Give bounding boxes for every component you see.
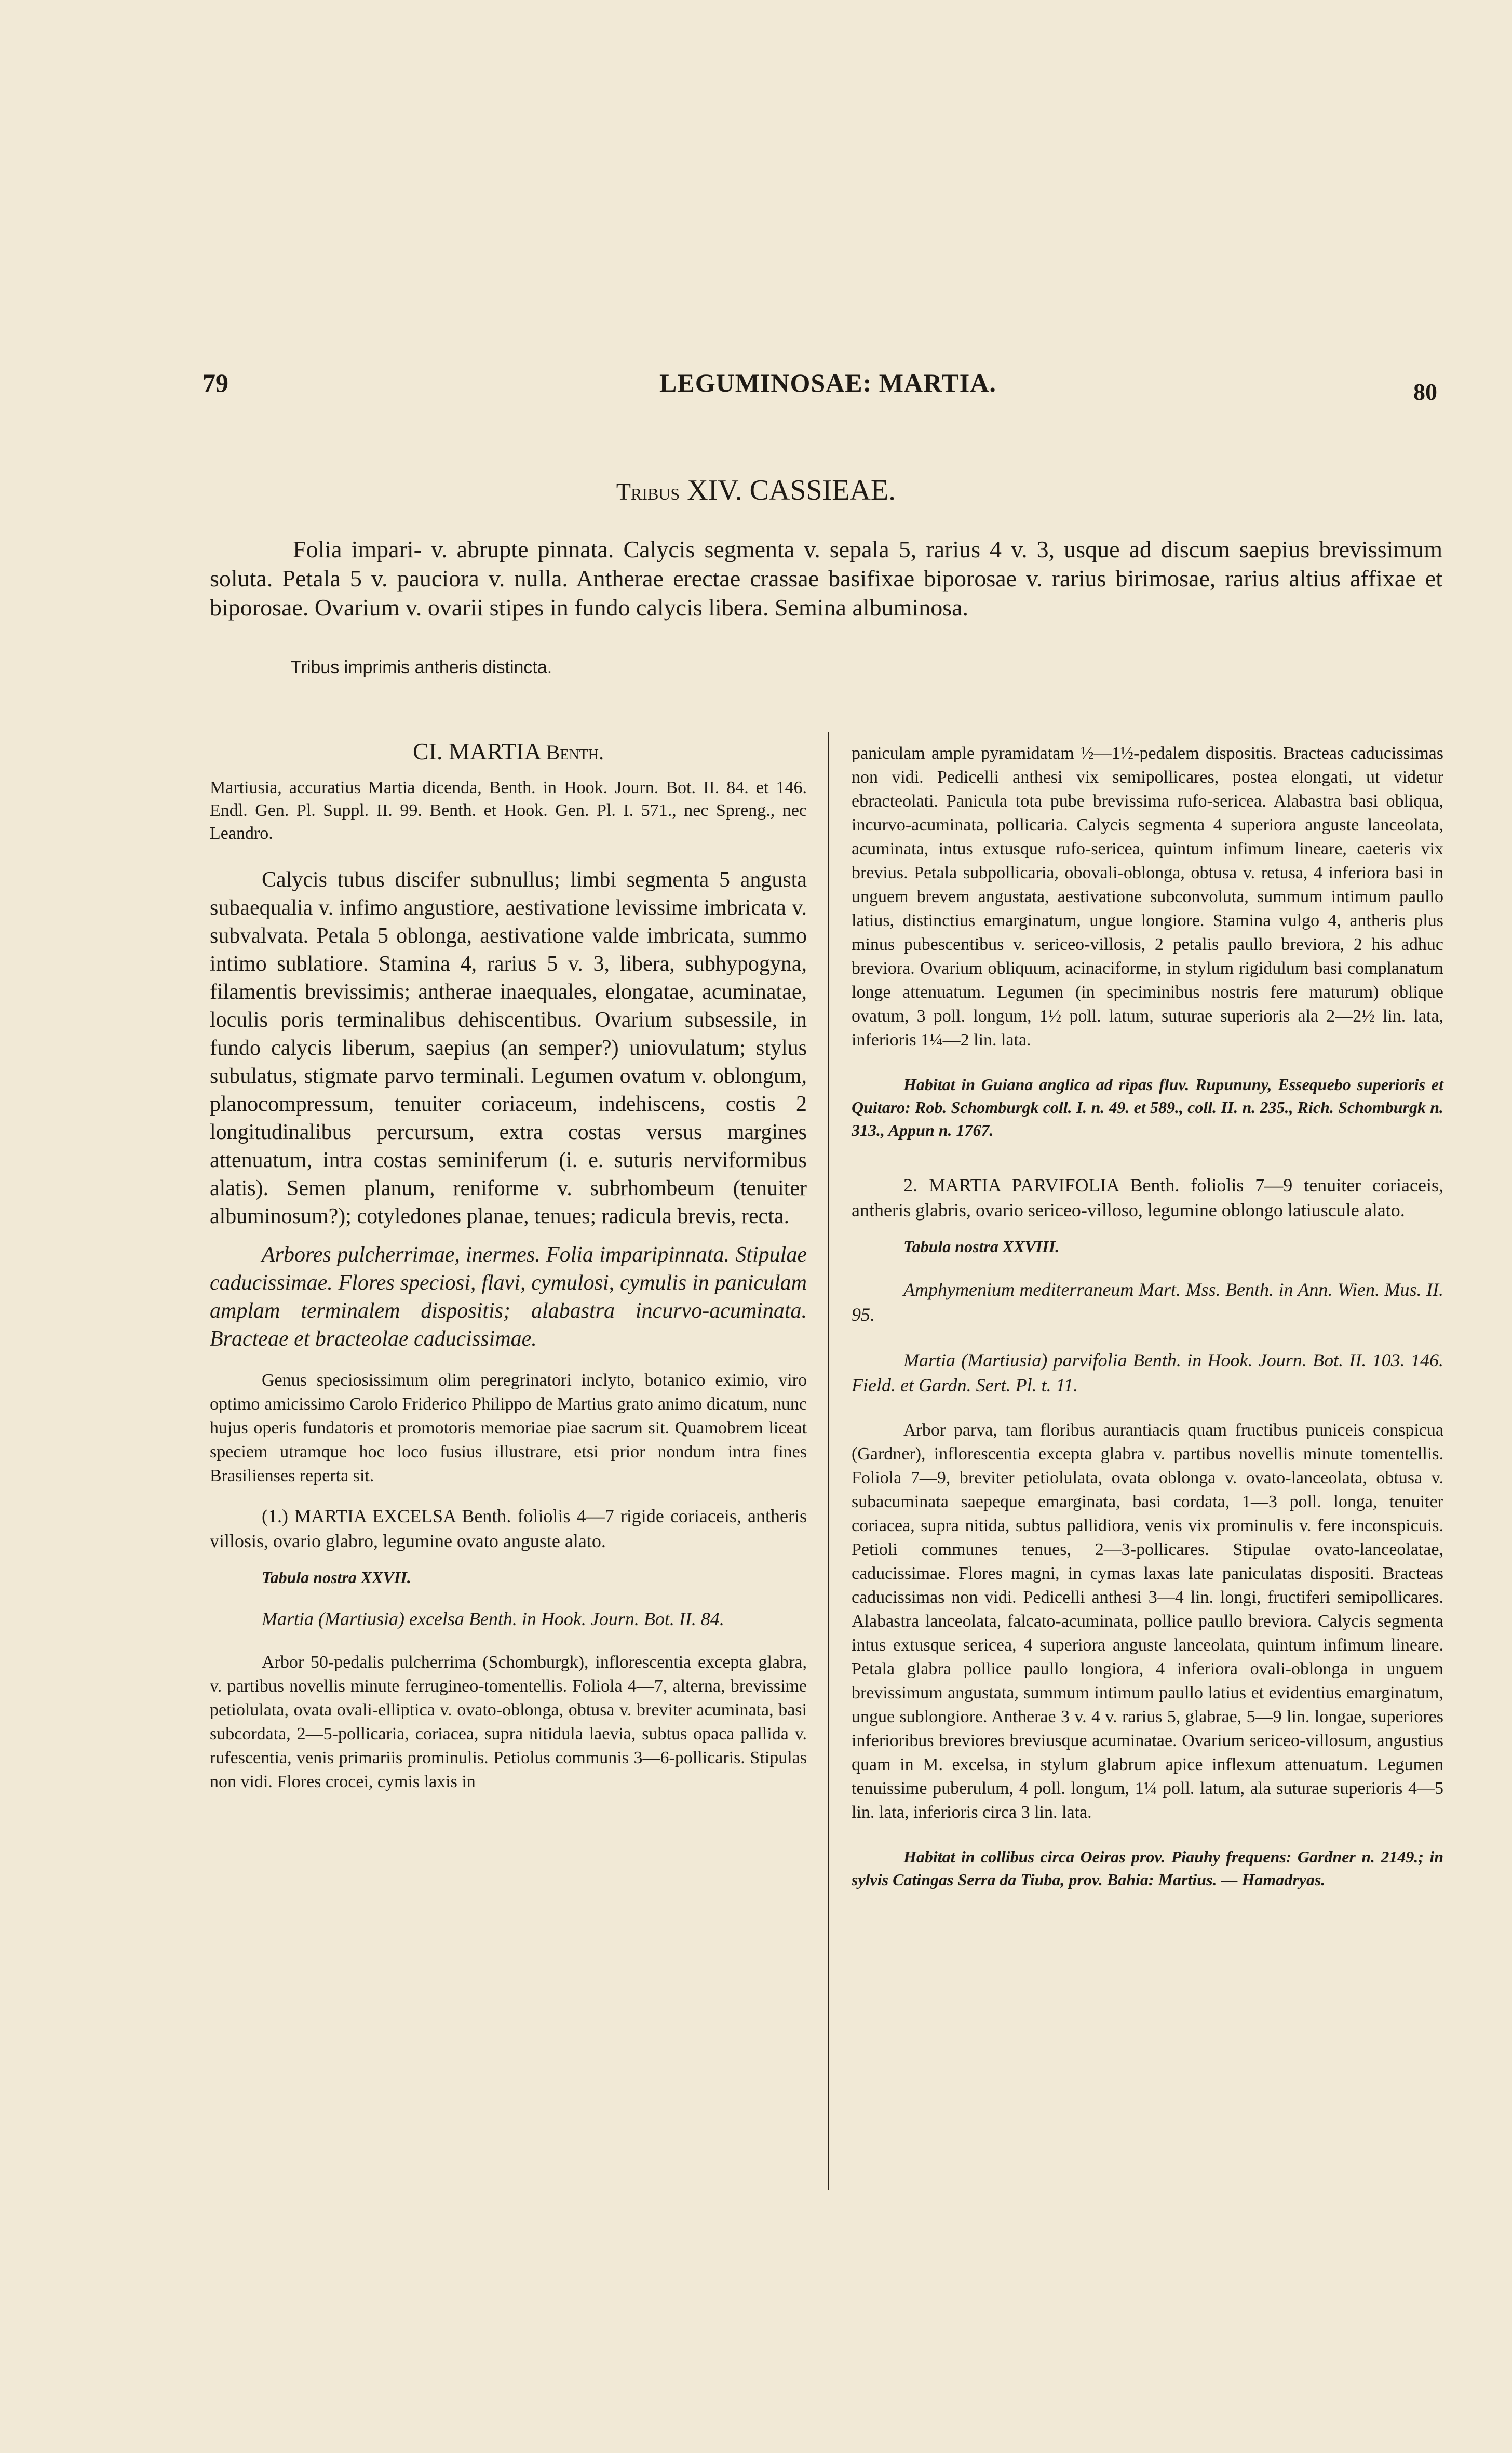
species1-plate: Tabula nostra XXVII. bbox=[262, 1568, 411, 1587]
species2-habitat: Habitat in collibus circa Oeiras prov. Piauhy frequens: Gardner n. 2149.; in sylvis Catingas Serra da Tiuba, prov. Bahia: Martius. — Hamadryas. bbox=[852, 1847, 1443, 1889]
tribus-description-text: Folia impari- v. abrupte pinnata. Calycis segmenta v. sepala 5, rarius 4 v. 3, usque ad discum saepius brevissimum soluta. Petala 5 v. pauciora v. nulla. Antherae erectae crassae basifixae biporosae v. rarius birimosae, rarius altius affixae et biporosae. Ovarium v. ovarii stipes in fundo calycis libera. Semina albuminosa. bbox=[210, 536, 1442, 621]
left-column bbox=[210, 738, 807, 1808]
species1-citation: Martia (Martiusia) excelsa Benth. in Hook. Journ. Bot. II. 84. bbox=[262, 1608, 724, 1629]
species1-heading: (1.) MARTIA EXCELSA Benth. foliolis 4—7 rigide coriaceis, antheris villosis, ovario glabro, legumine ovato anguste alato. bbox=[210, 1506, 807, 1551]
page-number-left: 79 bbox=[203, 368, 228, 397]
page-number-right: 80 bbox=[1413, 379, 1437, 405]
genus-heading bbox=[210, 738, 807, 765]
tribus-description bbox=[210, 535, 1442, 622]
species2-synonym-1: Amphymenium mediterraneum Mart. Mss. Benth. in Ann. Wien. Mus. II. 95. bbox=[852, 1279, 1443, 1325]
species2-heading: 2. MARTIA PARVIFOLIA Benth. foliolis 7—9 tenuiter coriaceis, antheris glabris, ovario sericeo-villoso, legumine oblongo latiuscule alato. bbox=[852, 1175, 1443, 1221]
tribus-note: Tribus imprimis antheris distincta. bbox=[291, 658, 552, 677]
column-rule bbox=[828, 732, 829, 2190]
species2-description: Arbor parva, tam floribus aurantiacis quam fructibus puniceis conspicua (Gardner), inflorescentia excepta glabra v. partibus novellis minute tomentellis. Foliola 7—9, breviter petiolulata, ovata oblonga v. ovato-lanceolata, obtusa v. subacuminata saepeque emarginata, basi cordata, 1—3 poll. longa, tenuiter coriacea, supra nitida, subtus pallidiora, venis vix prominulis v. fere inconspicuis. Petioli communes tenues, 2—3-pollicares. Stipulae ovato-lanceolatae, caducissimae. Flores magni, in cymas laxas late paniculatas dispositi. Bracteas caducissimas non vidi. Pedicelli anthesi 3—4 lin. longi, fructiferi semipollicares. Alabastra lanceolata, falcato-acuminata, pollice paullo breviora. Calycis segmenta intus extusque sericea, 4 superiora anguste lanceolata, quintum infimum lineare. Petala glabra pollice paullo longiora, 4 inferiora ovali-oblonga in unguem brevissimum angustata, summum intimum paullo latius et evidentius emarginatum, ungue sublongiore. Antherae 3 v. 4 v. rarius 5, glabrae, 5—9 lin. longae, superiores inferioribus breviores breviusque acuminatae. Ovarium sericeo-villosum, angustius quam in M. excelsa, in stylum glabrum apice inflexum attenuatum. Legumen tenuissime puberulum, 4 poll. longum, 1¼ poll. latum, ala suturae superioris 4—5 lin. lata, inferioris circa 3 lin. lata. bbox=[852, 1420, 1443, 1822]
tribus-prefix: Tribus bbox=[616, 478, 680, 505]
genus-habit: Arbores pulcherrimae, inermes. Folia imparipinnata. Stipulae caducissimae. Flores speciosi, flavi, cymulosi, cymulis in paniculam amplam terminalem dispositis; alabastra incurvo-acuminata. Bracteae et bracteolae caducissimae. bbox=[210, 1243, 807, 1351]
tribus-title: XIV. CASSIEAE. bbox=[687, 474, 896, 506]
species1-description-cont: paniculam ample pyramidatam ½—1½-pedalem dispositis. Bracteas caducissimas non vidi. Pedicelli anthesi vix semipollicares, postea elongati, ut videtur ebracteolati. Panicula tota pube brevissima rufo-sericea. Alabastra basi obliqua, incurvo-acuminata, pollicaria. Calycis segmenta 4 superiora anguste lanceolata, acuminata, intus extusque rufo-sericea, quintum infimum lineare, caeteris vix brevius. Petala subpollicaria, obovali-oblonga, obtusa v. retusa, 4 inferiora basi in unguem brevem angustata, aestivatione subconvoluta, summum intimum paullo latius, distinctius emarginatum, unguе longiore. Stamina vulgo 4, antheris plus minus pubescentibus v. sericeo-villosis, 2 petalis paullo breviora, 2 his adhuc breviora. Ovarium obliquum, acinaciforme, in stylum rigidulum basi complanatum longe attenuatum. Legumen (in speciminibus nostris fere maturum) oblique ovatum, 3 poll. longum, 1½ poll. latum, suturae superioris ala 2—2½ lin. lata, inferioris 1¼—2 lin. lata. bbox=[852, 744, 1443, 1050]
genus-synonymy: Martiusia, accuratius Martia dicenda, Benth. in Hook. Journ. Bot. II. 84. et 146. Endl. Gen. Pl. Suppl. II. 99. Benth. et Hook. Gen. Pl. I. 571., nec Spreng., nec Leandro. bbox=[210, 778, 807, 843]
tribus-heading bbox=[0, 474, 1512, 507]
species2-synonym-2: Martia (Martiusia) parvifolia Benth. in Hook. Journ. Bot. II. 103. 146. Field. et Gardn. Sert. Pl. t. 11. bbox=[852, 1350, 1443, 1396]
species1-habitat: Habitat in Guiana anglica ad ripas fluv. Rupununy, Essequebo superioris et Quitaro: Rob. Schomburgk coll. I. n. 49. et 589., coll. II. n. 235., Rich. Schomburgk n. 313., Appun n. 1767. bbox=[852, 1075, 1443, 1140]
genus-dedication: Genus speciosissimum olim peregrinatori inclyto, botanico eximio, viro optimo amicissimo Carolo Friderico Philippo de Martius grato animo dicatum, nunc hujus operis fundatoris et promotoris memoriae piae sacrum sit. Quamobrem liceat speciem utramque hoc loco fusius illustrare, etsi prior nondum intra fines Brasilienses reperta sit. bbox=[210, 1371, 807, 1485]
right-column bbox=[852, 742, 1443, 1922]
genus-author: Benth. bbox=[546, 741, 604, 764]
species2-plate: Tabula nostra XXVIII. bbox=[903, 1237, 1060, 1256]
genus-title: CI. MARTIA bbox=[413, 738, 541, 765]
running-title: LEGUMINOSAE: MARTIA. bbox=[659, 368, 996, 397]
species1-description: Arbor 50-pedalis pulcherrima (Schomburgk), inflorescentia excepta glabra, v. partibus novellis minute ferrugineo-tomentellis. Foliola 4—7, alterna, brevissime petiolulata, ovata ovali-elliptica v. ovato-oblonga, obtusa v. breviter acuminata, basi subcordata, 2—5-pollicaria, coriacea, supra nitidula laevia, subtus opaca pallida v. rufescentia, venis primariis prominulis. Petiolus communis 3—6-pollicaris. Stipulas non vidi. Flores crocei, cymis laxis in bbox=[210, 1653, 807, 1791]
genus-description: Calycis tubus discifer subnullus; limbi segmenta 5 angusta subaequalia v. infimo angustiore, aestivatione levissime imbricata v. subvalvata. Petala 5 oblonga, aestivatione valde imbricata, summo intimo sublatiore. Stamina 4, rarius 5 v. 3, libera, subhypogyna, filamentis brevissimis; antherae inaequales, elongatae, acuminatae, loculis poris terminalibus dehiscentibus. Ovarium subsessile, in fundo calycis liberum, saepius (an semper?) uniovulatum; stylus subulatus, stigmate parvo terminali. Legumen ovatum v. oblongum, planocompressum, tenuiter coriaceum, indehiscens, costis 2 longitudinalibus percursum, extra costas versus margines attenuatum, intra costas seminiferum (i. e. suturis nerviformibus alatis). Semen planum, reniforme v. subrhombeum (tenuiter albuminosum?); cotyledones planae, tenues; radicula brevis, recta. bbox=[210, 868, 807, 1228]
